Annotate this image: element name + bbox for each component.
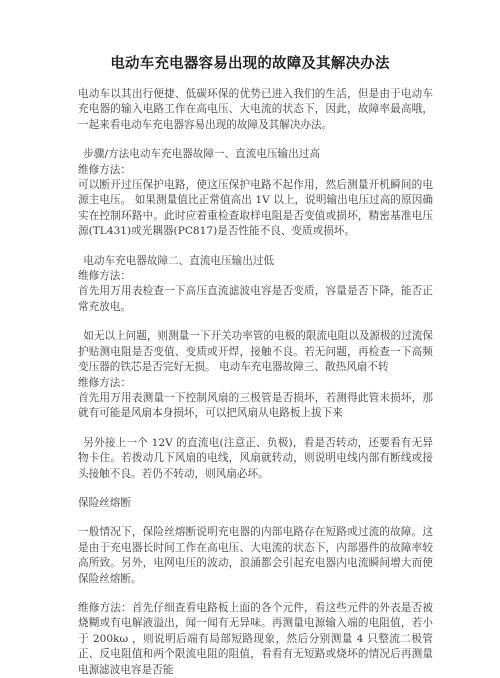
spacer xyxy=(78,315,433,329)
document-body xyxy=(78,87,433,678)
repair-method-label: 维修方法： xyxy=(78,376,131,389)
spacer xyxy=(78,240,433,254)
repair-method-label: 维修方法： xyxy=(78,163,131,176)
fuse-paragraph: 一般情况下，保险丝熔断说明充电器的内部电路存在短路或过流的故障。这是由于充电器长时间工作在高电压、大电流的状态下，内部器件的故障率较高所致。另外，电网电压的波动，浪涌都会引起充电器内电流瞬间增大而使保险丝熔断。 xyxy=(78,526,433,585)
fault-3-paragraph-2: 另外接上一个 12V 的直流电(注意正、负极)，看是否转动，还要看有无异物卡住。若拨动几下风扇的电线，风扇就转动，则说明电线内部有断线或接头接触不良。若仍不转动，则风扇必坏。 xyxy=(78,436,433,480)
spacer xyxy=(78,511,433,525)
section-heading-fault-1: 步骤/方法电动车充电器故障一、直流电压输出过高 xyxy=(83,148,320,161)
repair-method-label: 维修方法： xyxy=(78,270,131,283)
fault-2-paragraph-2: 如无以上问题，则测量一下开关功率管的电极的限流电阻以及源极的过流保护贴测电阻是否变值、变质或开焊，接触不良。若无问题，再检查一下高频变压器的铁芯是否完好无损。 电动车充电器故障三、散热风扇不转 xyxy=(78,330,433,374)
spacer xyxy=(78,482,433,496)
spacer xyxy=(78,133,433,147)
spacer xyxy=(78,587,433,601)
spacer xyxy=(78,422,433,436)
fault-3-paragraph-1: 首先用万用表测量一下控制风扇的三极管是否损坏，若测得此管未损坏，那就有可能是风扇本身损坏，可以把风扇从电路板上拔下来 xyxy=(78,391,433,420)
section-heading-fault-2: 电动车充电器故障二、直流电压输出过低 xyxy=(83,254,274,267)
fuse-repair-paragraph: 维修方法：首先仔细查看电路板上面的各个元件，看这些元件的外表是否被烧糊或有电解液溢出，闻一闻有无异味。再测量电源输入端的电阻值，若小于 200kω ，则说明后端有局部短路现象，然后分别测量 4 只整流二极管正、反电阻值和两个限流电阻的阻值，看看有无短路或烧坏的情况后再测量电源滤波电容是否能 xyxy=(78,601,433,676)
fault-1-paragraph: 可以断开过压保护电路，使这压保护电路不起作用，然后测量开机瞬间的电源主电压。 如果测量值比正常值高出 1V 以上，说明输出电压过高的原因确实在控制环路中。此时应着重检查取样电阻是否变值或损坏，精密基准电压源(TL431)或光耦器(PC817)是否性能不良、变质或损坏。 xyxy=(78,179,433,238)
section-heading-fuse: 保险丝熔断 xyxy=(78,496,131,509)
document-title: 电动车充电器容易出现的故障及其解决办法 xyxy=(110,55,390,72)
intro-paragraph: 电动车以其出行便捷、低碳环保的优势已进入我们的生活，但是由于电动车充电器的输入电路工作在高电压、大电流的状态下，因此，故障率最高哦，一起来看电动车充电器容易出现的故障及其解决办法。 xyxy=(78,88,433,131)
fault-2-paragraph-1: 首先用万用表检查一下高压直流滤波电容是否变质，容量是否下降，能否正常充放电。 xyxy=(78,285,433,313)
